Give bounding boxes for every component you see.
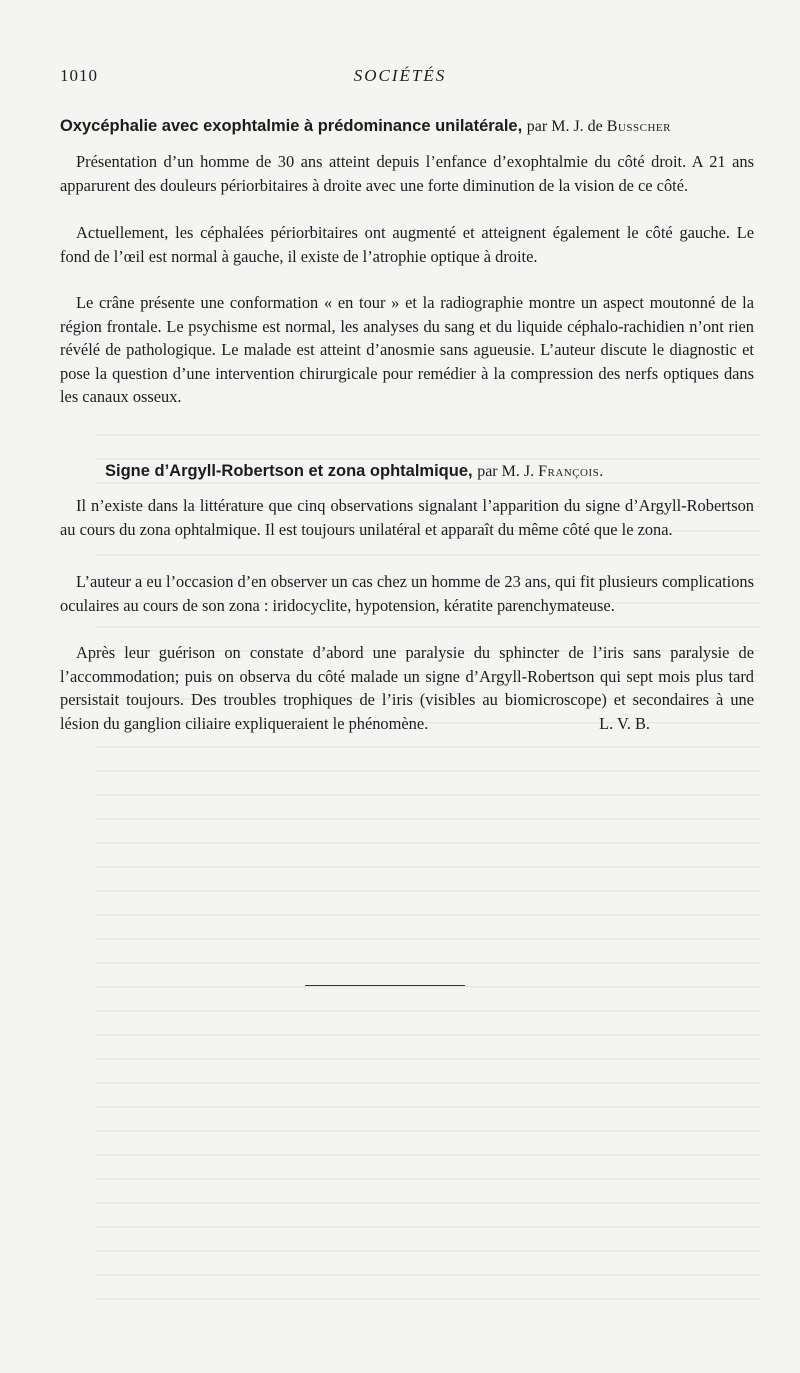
page-number: 1010 (60, 66, 98, 85)
bleed-through-shadow (95, 420, 760, 1310)
article-2-paragraph-1: Il n’existe dans la littérature que cinq observations signalant l’apparition du signe d’Argyll-Robertson au cours du zona ophtalmique. Il est toujours unilatéral et apparaît du même côté que le zona. (60, 496, 754, 539)
article-1-paragraph-1: Présentation d’un homme de 30 ans atteint depuis l’enfance d’exophtalmie du côté droit. A 21 ans apparurent des douleurs périorbitaires à droite avec une forte diminution de la vision de ce côté. (60, 152, 754, 195)
article-2-title (105, 462, 760, 481)
running-title: SOCIÉTÉS (353, 66, 447, 85)
article-1-author: par M. J. de Busscher (526, 118, 671, 135)
article-2-title-text: Signe d’Argyll-Robertson et zona ophtalmique, (105, 462, 473, 480)
article-1-paragraph-2: Actuellement, les céphalées périorbitaires ont augmenté et atteignent également le côté gauche. Le fond de l’œil est normal à gauche, il existe de l’atrophie optique à droite. (60, 223, 754, 266)
article-1-title-text: Oxycéphalie avec exophtalmie à prédominance unilatérale, (60, 117, 523, 135)
article-2-paragraph-3: Après leur guérison on constate d’abord une paralysie du sphincter de l’iris sans paralysie de l’accommodation; puis on observa du côté malade un signe d’Argyll-Robertson qui sept mois plus tard persistait toujours. Des troubles trophiques de l’iris (visibles au biomicroscope) et secondaires à une lésion du ganglion ciliaire expliqueraient le phénomène. L. V. B. (60, 641, 754, 735)
article-1-title (60, 117, 760, 136)
article-2-signature: L. V. B. (599, 713, 650, 733)
article-1-paragraph-3: Le crâne présente une conformation « en tour » et la radiographie montre un aspect moutonné de la région frontale. Le psychisme est normal, les analyses du sang et du liquide céphalo-rachidien n’ont rien révélé de pathologique. Le malade est atteint d’anosmie sans agueusie. L’auteur discute le diagnostic et pose la question d’une intervention chirurgicale pour remédier à la compression des nerfs optiques dans les canaux osseux. (60, 293, 754, 406)
article-2-paragraph-2: L’auteur a eu l’occasion d’en observer un cas chez un homme de 23 ans, qui fit plusieurs complications oculaires au cours de son zona : iridocyclite, hypotension, kératite parenchymateuse. (60, 572, 754, 615)
page-header (60, 66, 740, 90)
article-2-author: par M. J. François. (477, 463, 604, 480)
section-divider-rule (305, 985, 465, 986)
